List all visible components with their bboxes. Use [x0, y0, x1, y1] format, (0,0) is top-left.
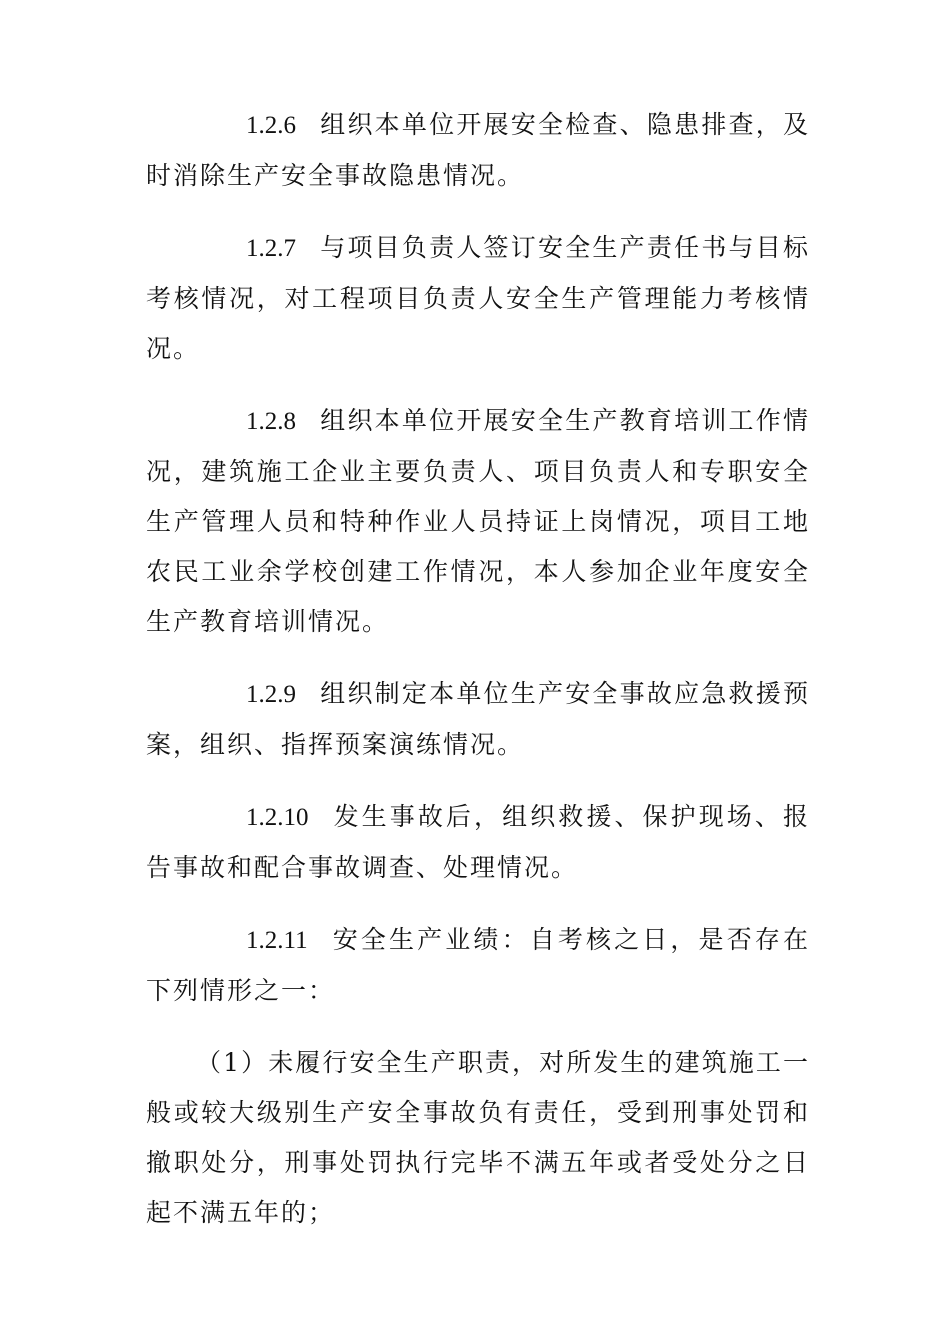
clause-1-2-8: [146, 396, 810, 647]
clause-text: 组织本单位开展安全检查、隐患排查，及时消除生产安全事故隐患情况。: [146, 110, 810, 190]
clause-1-2-10: [146, 792, 810, 893]
clause-text: （1）未履行安全生产职责，对所发生的建筑施工一般或较大级别生产安全事故负有责任，受到刑事处罚和撤职处分，刑事处罚执行完毕不满五年或者受处分之日起不满五年的；: [146, 1048, 810, 1227]
clause-1-2-9: [146, 669, 810, 770]
clause-number: 1.2.6: [246, 112, 296, 139]
clause-number: 1.2.10: [246, 804, 309, 831]
sub-clause-1: [146, 1038, 810, 1238]
clause-text: 安全生产业绩：自考核之日，是否存在下列情形之一：: [146, 925, 810, 1005]
clause-text: 与项目负责人签订安全生产责任书与目标考核情况，对工程项目负责人安全生产管理能力考核情况。: [146, 233, 810, 363]
document-body: [146, 100, 810, 1260]
clause-number: 1.2.8: [246, 408, 296, 435]
clause-1-2-11: [146, 915, 810, 1016]
clause-1-2-6: [146, 100, 810, 201]
clause-text: 发生事故后，组织救援、保护现场、报告事故和配合事故调查、处理情况。: [146, 802, 810, 882]
clause-1-2-7: [146, 223, 810, 374]
clause-text: 组织制定本单位生产安全事故应急救援预案，组织、指挥预案演练情况。: [146, 679, 810, 759]
clause-number: 1.2.7: [246, 235, 296, 262]
clause-text: 组织本单位开展安全生产教育培训工作情况，建筑施工企业主要负责人、项目负责人和专职安全生产管理人员和特种作业人员持证上岗情况，项目工地农民工业余学校创建工作情况，本人参加企业年度安全生产教育培训情况。: [146, 406, 810, 636]
clause-number: 1.2.11: [246, 927, 308, 954]
clause-number: 1.2.9: [246, 681, 296, 708]
